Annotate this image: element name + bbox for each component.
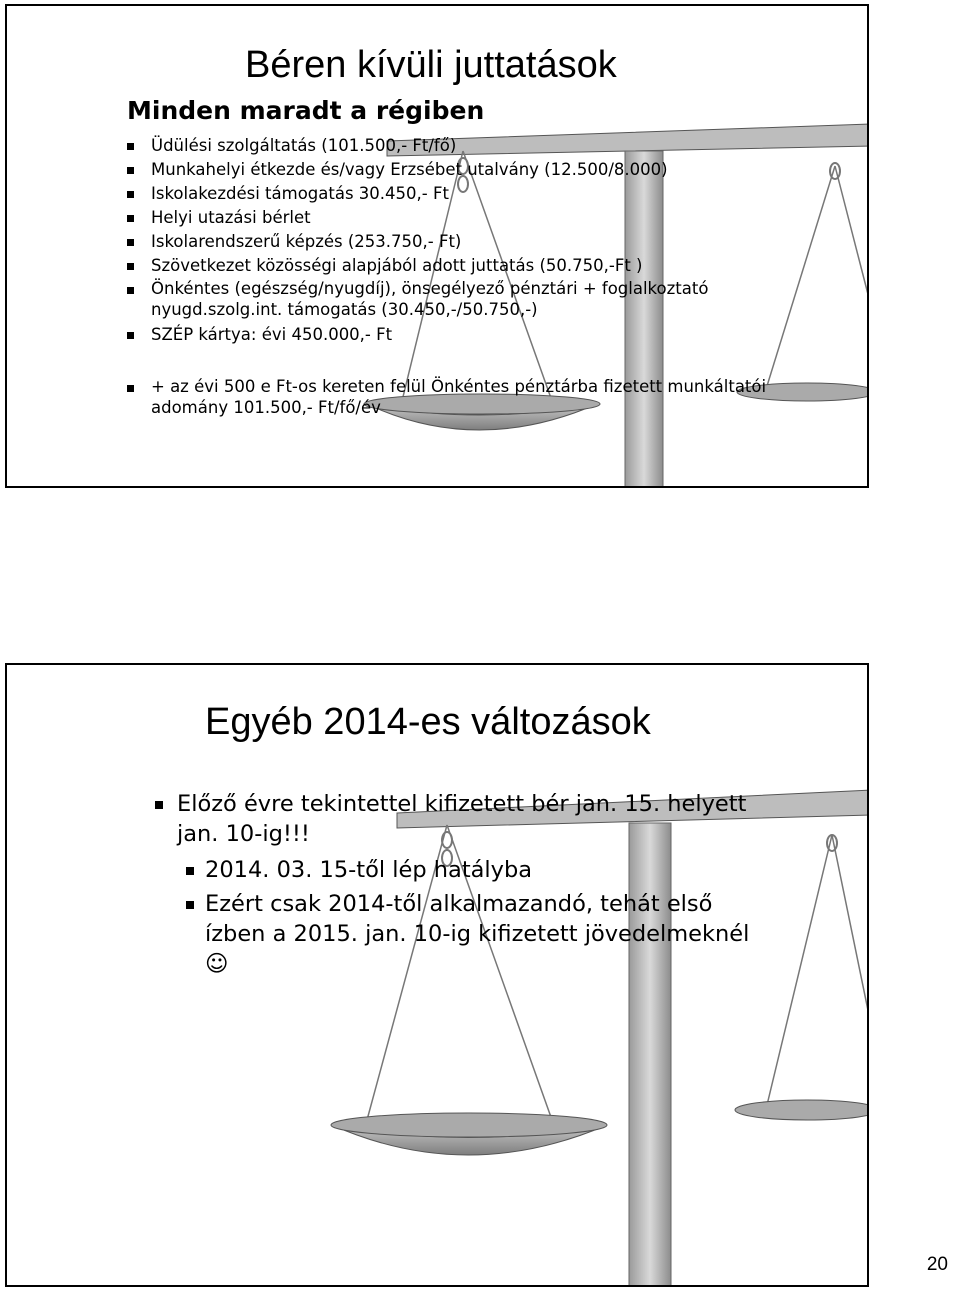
list-item-text: 2014. 03. 15-től lép hatályba — [205, 857, 533, 883]
list-item-text: Helyi utazási bérlet — [151, 208, 311, 227]
list-item-text: Munkahelyi étkezde és/vagy Erzsébet utalvány (12.500/8.000) — [151, 160, 668, 179]
bullet-icon — [127, 143, 134, 150]
bullet-icon — [127, 215, 134, 222]
list-item — [151, 230, 771, 254]
list-item-text: Iskolakezdési támogatás 30.450,- Ft — [151, 184, 449, 203]
list-item — [205, 855, 777, 885]
bullet-icon — [127, 263, 134, 270]
benefits-list — [151, 134, 771, 421]
list-item — [151, 182, 771, 206]
list-item — [151, 323, 771, 347]
slide-title: Egyéb 2014-es változások — [205, 701, 651, 743]
bullet-icon — [127, 239, 134, 246]
bullet-icon — [127, 385, 134, 392]
bullet-icon — [127, 287, 134, 294]
changes-list — [177, 789, 777, 979]
slide-title: Béren kívüli juttatások — [245, 44, 617, 86]
list-item-text: SZÉP kártya: évi 450.000,- Ft — [151, 325, 393, 344]
list-item-text: Előző évre tekintettel kifizetett bér jan. 15. helyett jan. 10-ig!!! — [177, 791, 747, 847]
list-item-text: Üdülési szolgáltatás (101.500,- Ft/fő) — [151, 136, 457, 155]
bullet-icon — [186, 901, 194, 909]
list-item — [151, 376, 771, 418]
slide-subtitle: Minden maradt a régiben — [127, 96, 485, 125]
slide-1 — [5, 4, 869, 488]
list-item — [151, 206, 771, 230]
list-item — [151, 254, 771, 278]
list-item — [205, 889, 777, 979]
list-item — [151, 278, 771, 320]
bullet-icon — [127, 191, 134, 198]
list-item — [151, 134, 771, 158]
list-item — [177, 789, 777, 849]
list-item-text: + az évi 500 e Ft-os kereten felül Önkéntes pénztárba fizetett munkáltatói adomány 101.500,- Ft/fő/év — [151, 377, 767, 417]
list-item-text: Szövetkezet közösségi alapjából adott juttatás (50.750,-Ft ) — [151, 256, 643, 275]
list-item — [151, 158, 771, 182]
bullet-icon — [127, 332, 134, 339]
list-item-text: Iskolarendszerű képzés (253.750,- Ft) — [151, 232, 462, 251]
list-item-text: Ezért csak 2014-től alkalmazandó, tehát első ízben a 2015. jan. 10-ig kifizetett jövedelmeknél ☺ — [205, 891, 750, 977]
list-item-text: Önkéntes (egészség/nyugdíj), önsegélyező pénztári + foglalkoztató nyugd.szolg.int. támogatás (30.450,-/50.750,-) — [151, 279, 709, 319]
slide-2 — [5, 663, 869, 1287]
bullet-icon — [186, 867, 194, 875]
bullet-icon — [155, 801, 163, 809]
page-number: 20 — [926, 1254, 948, 1275]
bullet-icon — [127, 167, 134, 174]
